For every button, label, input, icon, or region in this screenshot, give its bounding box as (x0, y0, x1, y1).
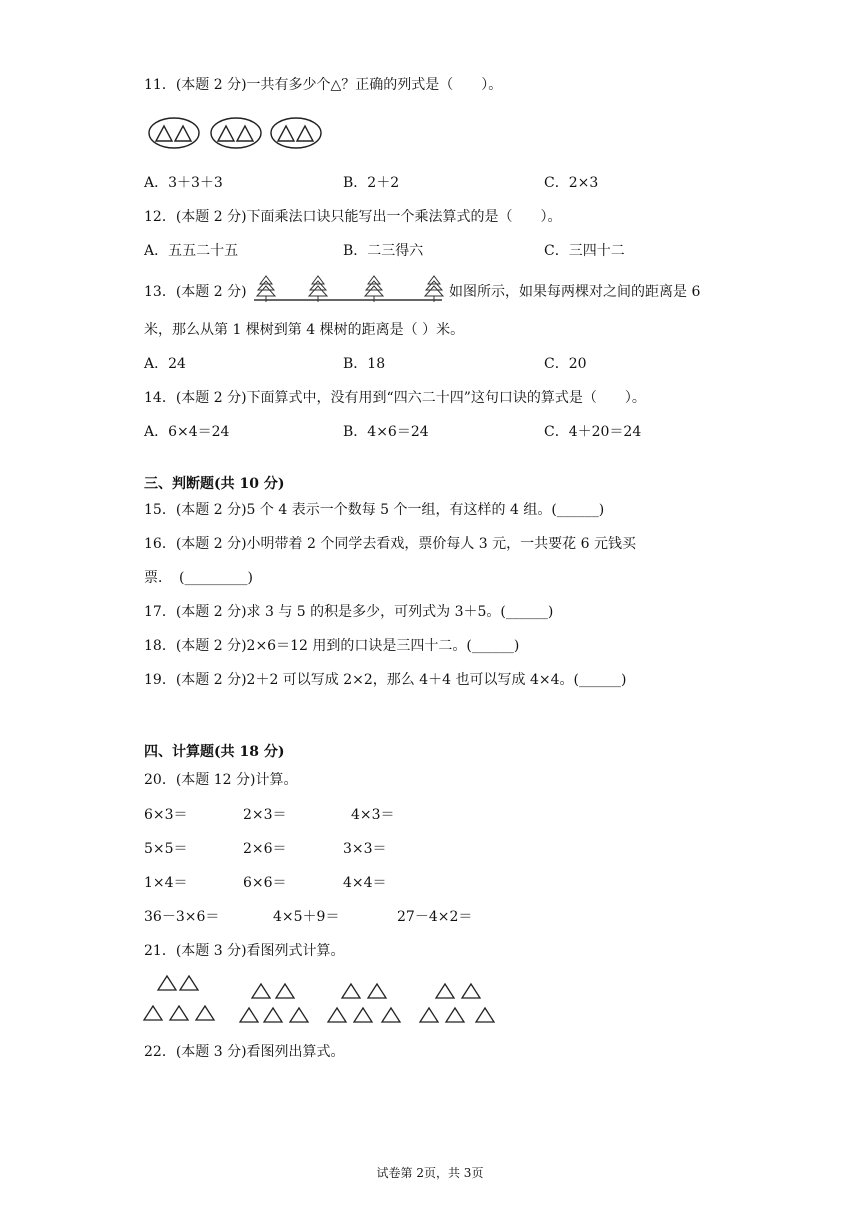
calc-item: 5×5＝ (144, 841, 188, 857)
q15-text: 15．(本题 2 分)5 个 4 表示一个数每 5 个一组，有这样的 4 组。(______) (144, 502, 605, 518)
calc-item: 4×4＝ (343, 875, 387, 891)
q14-option-a[interactable]: A．6×4＝24 (144, 424, 230, 440)
page-footer: 试卷第 2页，共 3页 (376, 1166, 484, 1180)
q13-option-b[interactable]: B．18 (343, 356, 386, 372)
q19-text: 19．(本题 2 分)2＋2 可以写成 2×2，那么 4＋4 也可以写成 4×4。(______) (144, 672, 627, 688)
calc-item: 27－4×2＝ (397, 909, 473, 925)
q20-text: 20．(本题 12 分)计算。 (144, 772, 298, 788)
q12-option-c[interactable]: C．三四十二 (544, 243, 625, 259)
q13-option-a[interactable]: A．24 (144, 356, 186, 372)
q12-text: 12．(本题 2 分)下面乘法口诀只能写出一个乘法算式的是（ ）。 (144, 209, 562, 225)
calc-item: 4×3＝ (351, 807, 395, 823)
q11-figure (148, 114, 328, 154)
q13-trees-figure (250, 274, 448, 304)
q11-text: 11．(本题 2 分)一共有多少个△？正确的列式是（ ）。 (144, 77, 503, 93)
q21-text: 21．(本题 3 分)看图列式计算。 (144, 943, 345, 959)
q16-text-line1: 16．(本题 2 分)小明带着 2 个同学去看戏，票价每人 3 元，一共要花 6 元钱买 (144, 536, 636, 552)
q11-option-b[interactable]: B．2＋2 (343, 175, 400, 191)
q11-option-c[interactable]: C．2×3 (544, 175, 599, 191)
q12-option-b[interactable]: B．二三得六 (343, 243, 424, 259)
q14-text: 14．(本题 2 分)下面算式中，没有用到“四六二十四”这句口诀的算式是（ ）。 (144, 390, 646, 406)
calc-item: 1×4＝ (144, 875, 188, 891)
section3-title: 三、判断题(共 10 分) (144, 476, 285, 492)
calc-item: 36－3×6＝ (144, 909, 220, 925)
q18-text: 18．(本题 2 分)2×6＝12 用到的口诀是三四十二。(______) (144, 638, 520, 654)
calc-item: 6×3＝ (144, 807, 188, 823)
q13-line2: 米，那么从第 1 棵树到第 4 棵树的距离是（ ）米。 (144, 322, 465, 338)
calc-item: 2×6＝ (243, 841, 287, 857)
q16-text-line2: 票． (_________) (144, 570, 253, 586)
q12-option-a[interactable]: A．五五二十五 (144, 243, 239, 259)
section4-title: 四、计算题(共 18 分) (144, 744, 285, 760)
q13-prefix: 13．(本题 2 分) (144, 284, 247, 300)
q13-option-c[interactable]: C．20 (544, 356, 587, 372)
calc-item: 3×3＝ (343, 841, 387, 857)
q17-text: 17．(本题 2 分)求 3 与 5 的积是多少，可列式为 3＋5。(______) (144, 604, 554, 620)
calc-item: 2×3＝ (243, 807, 287, 823)
calc-item: 6×6＝ (243, 875, 287, 891)
q13-suffix: 如图所示，如果每两棵对之间的距离是 6 (449, 284, 701, 300)
q11-option-a[interactable]: A．3＋3＋3 (144, 175, 223, 191)
q21-triangles-figure (140, 972, 510, 1028)
calc-item: 4×5＋9＝ (273, 909, 340, 925)
q14-option-b[interactable]: B．4×6＝24 (343, 424, 429, 440)
q22-text: 22．(本题 3 分)看图列出算式。 (144, 1044, 345, 1060)
q14-option-c[interactable]: C．4＋20＝24 (544, 424, 642, 440)
